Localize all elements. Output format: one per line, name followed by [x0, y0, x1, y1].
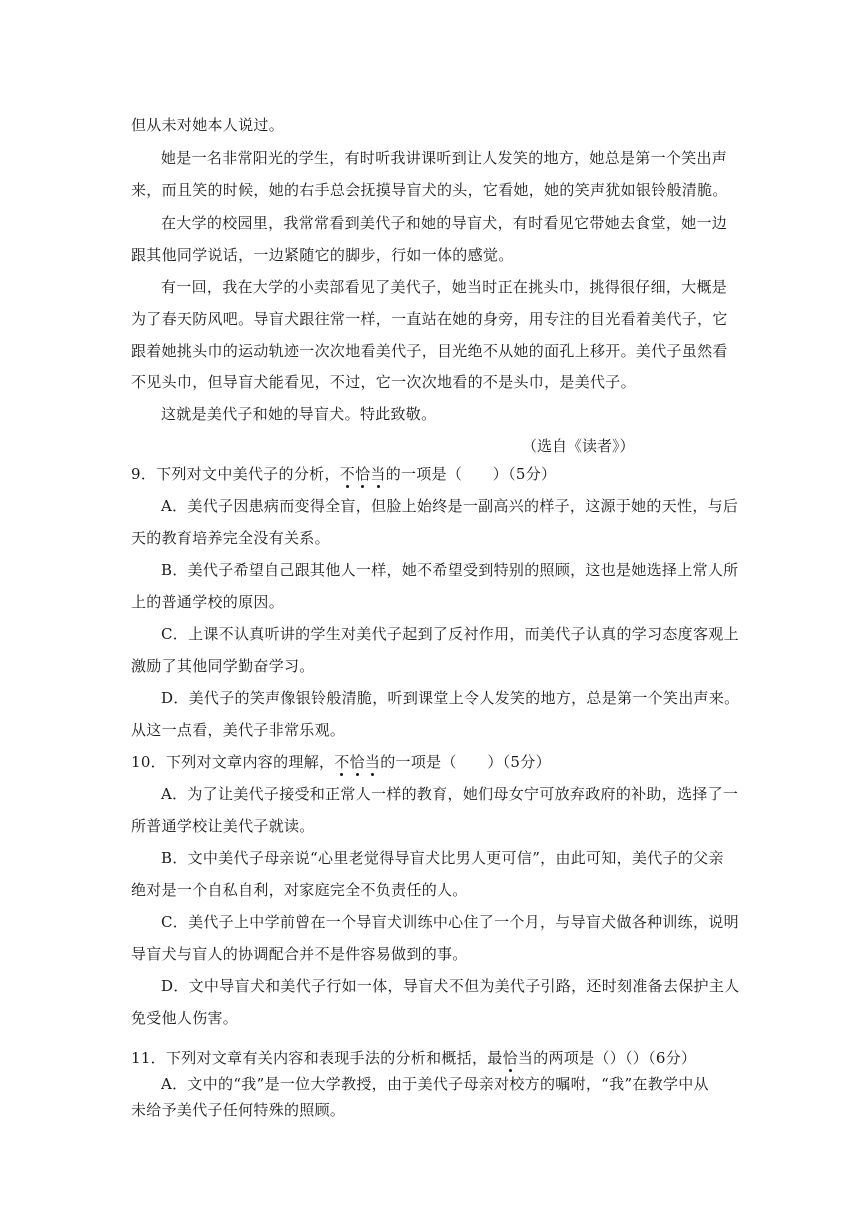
option-b-cont: 上的普通学校的原因。 [131, 593, 285, 611]
option-d: D．美代子的笑声像银铃般清脆，听到课堂上令人发笑的地方，总是第一个笑出声来。 [161, 689, 740, 707]
option-a: A．文中的“我”是一位大学教授，由于美代子母亲对校方的嘱咐，“我”在教学中从 [161, 1075, 709, 1093]
emphasis-char: 恰 [502, 1049, 518, 1067]
option-a-cont: 所普通学校让美代子就读。 [131, 817, 315, 835]
option-b-cont: 绝对是一个自私自利，对家庭完全不负责任的人。 [131, 881, 468, 899]
passage-line: 不见头巾，但导盲犬能看见，不过，它一次次地看的不是头巾，是美代子。 [131, 373, 636, 391]
passage-line: 来，而且笑的时候，她的右手总会抚摸导盲犬的头，它看她，她的笑声犹如银铃般清脆。 [131, 181, 728, 199]
emphasis-char: 不 [334, 753, 350, 771]
option-a-cont: 天的教育培养完全没有关系。 [131, 529, 330, 547]
option-c: C．上课不认真听讲的学生对美代子起到了反衬作用，而美代子认真的学习态度客观上 [161, 625, 739, 643]
passage-line: 跟着她挑头巾的运动轨迹一次次地看美代子，目光绝不从她的面孔上移开。美代子虽然看 [131, 342, 728, 360]
option-c-cont: 导盲犬与盲人的协调配合并不是件容易做到的事。 [131, 945, 468, 963]
emphasis-char: 恰 [349, 753, 365, 771]
passage-line: 有一回，我在大学的小卖部看见了美代子，她当时正在挑头巾，挑得很仔细，大概是 [161, 278, 728, 296]
option-a-cont: 未给予美代子任何特殊的照顾。 [131, 1101, 346, 1119]
emphasis-char: 当 [364, 753, 381, 771]
option-a: A．美代子因患病而变得全盲，但脸上始终是一副高兴的样子，这源于她的天性，与后 [161, 497, 739, 515]
option-d-cont: 免受他人伤害。 [131, 1009, 239, 1027]
option-b: B．文中美代子母亲说“心里老觉得导盲犬比男人更可信”，由此可知，美代子的父亲 [161, 849, 724, 867]
passage-line: 这就是美代子和她的导盲犬。特此致敬。 [161, 405, 437, 423]
option-c-cont: 激励了其他同学勤奋学习。 [131, 657, 315, 675]
option-b: B．美代子希望自己跟其他人一样，她不希望受到特别的照顾，这也是她选择上常人所 [161, 561, 739, 579]
question-10-stem: 10．下列对文章内容的理解，不恰当的一项是（ ）（5分） [131, 753, 551, 771]
passage-line: 跟其他同学说话，一边紧随它的脚步，行如一体的感觉。 [131, 246, 514, 264]
question-11-stem: 11．下列对文章有关内容和表现手法的分析和概括，最恰当的两项是（）（）（6分） [131, 1049, 697, 1067]
emphasis-char: 不 [339, 465, 356, 483]
passage-line: 为了春天防风吧。导盲犬跟往常一样，一直站在她的身旁，用专注的目光看着美代子，它 [131, 310, 728, 328]
option-a: A．为了让美代子接受和正常人一样的教育，她们母女宁可放弃政府的补助，选择了一 [161, 785, 739, 803]
option-c: C．美代子上中学前曾在一个导盲犬训练中心住了一个月，与导盲犬做各种训练，说明 [161, 913, 739, 931]
passage-line: 她是一名非常阳光的学生，有时听我讲课听到让人发笑的地方，她总是第一个笑出声 [161, 149, 728, 167]
passage-line: 在大学的校园里，我常常看到美代子和她的导盲犬，有时看见它带她去食堂，她一边 [161, 214, 728, 232]
emphasis-char: 当 [370, 465, 386, 483]
passage-line: 但从未对她本人说过。 [131, 116, 285, 134]
option-d: D．文中导盲犬和美代子行如一体，导盲犬不但为美代子引路，还时刻准备去保护主人 [161, 977, 740, 995]
source-citation: （选自《读者》） [522, 437, 635, 455]
question-9-stem: 9．下列对文中美代子的分析，不恰当的一项是（ ）（5分） [131, 465, 557, 483]
emphasis-char: 恰 [355, 465, 371, 483]
option-d-cont: 从这一点看，美代子非常乐观。 [131, 721, 346, 739]
